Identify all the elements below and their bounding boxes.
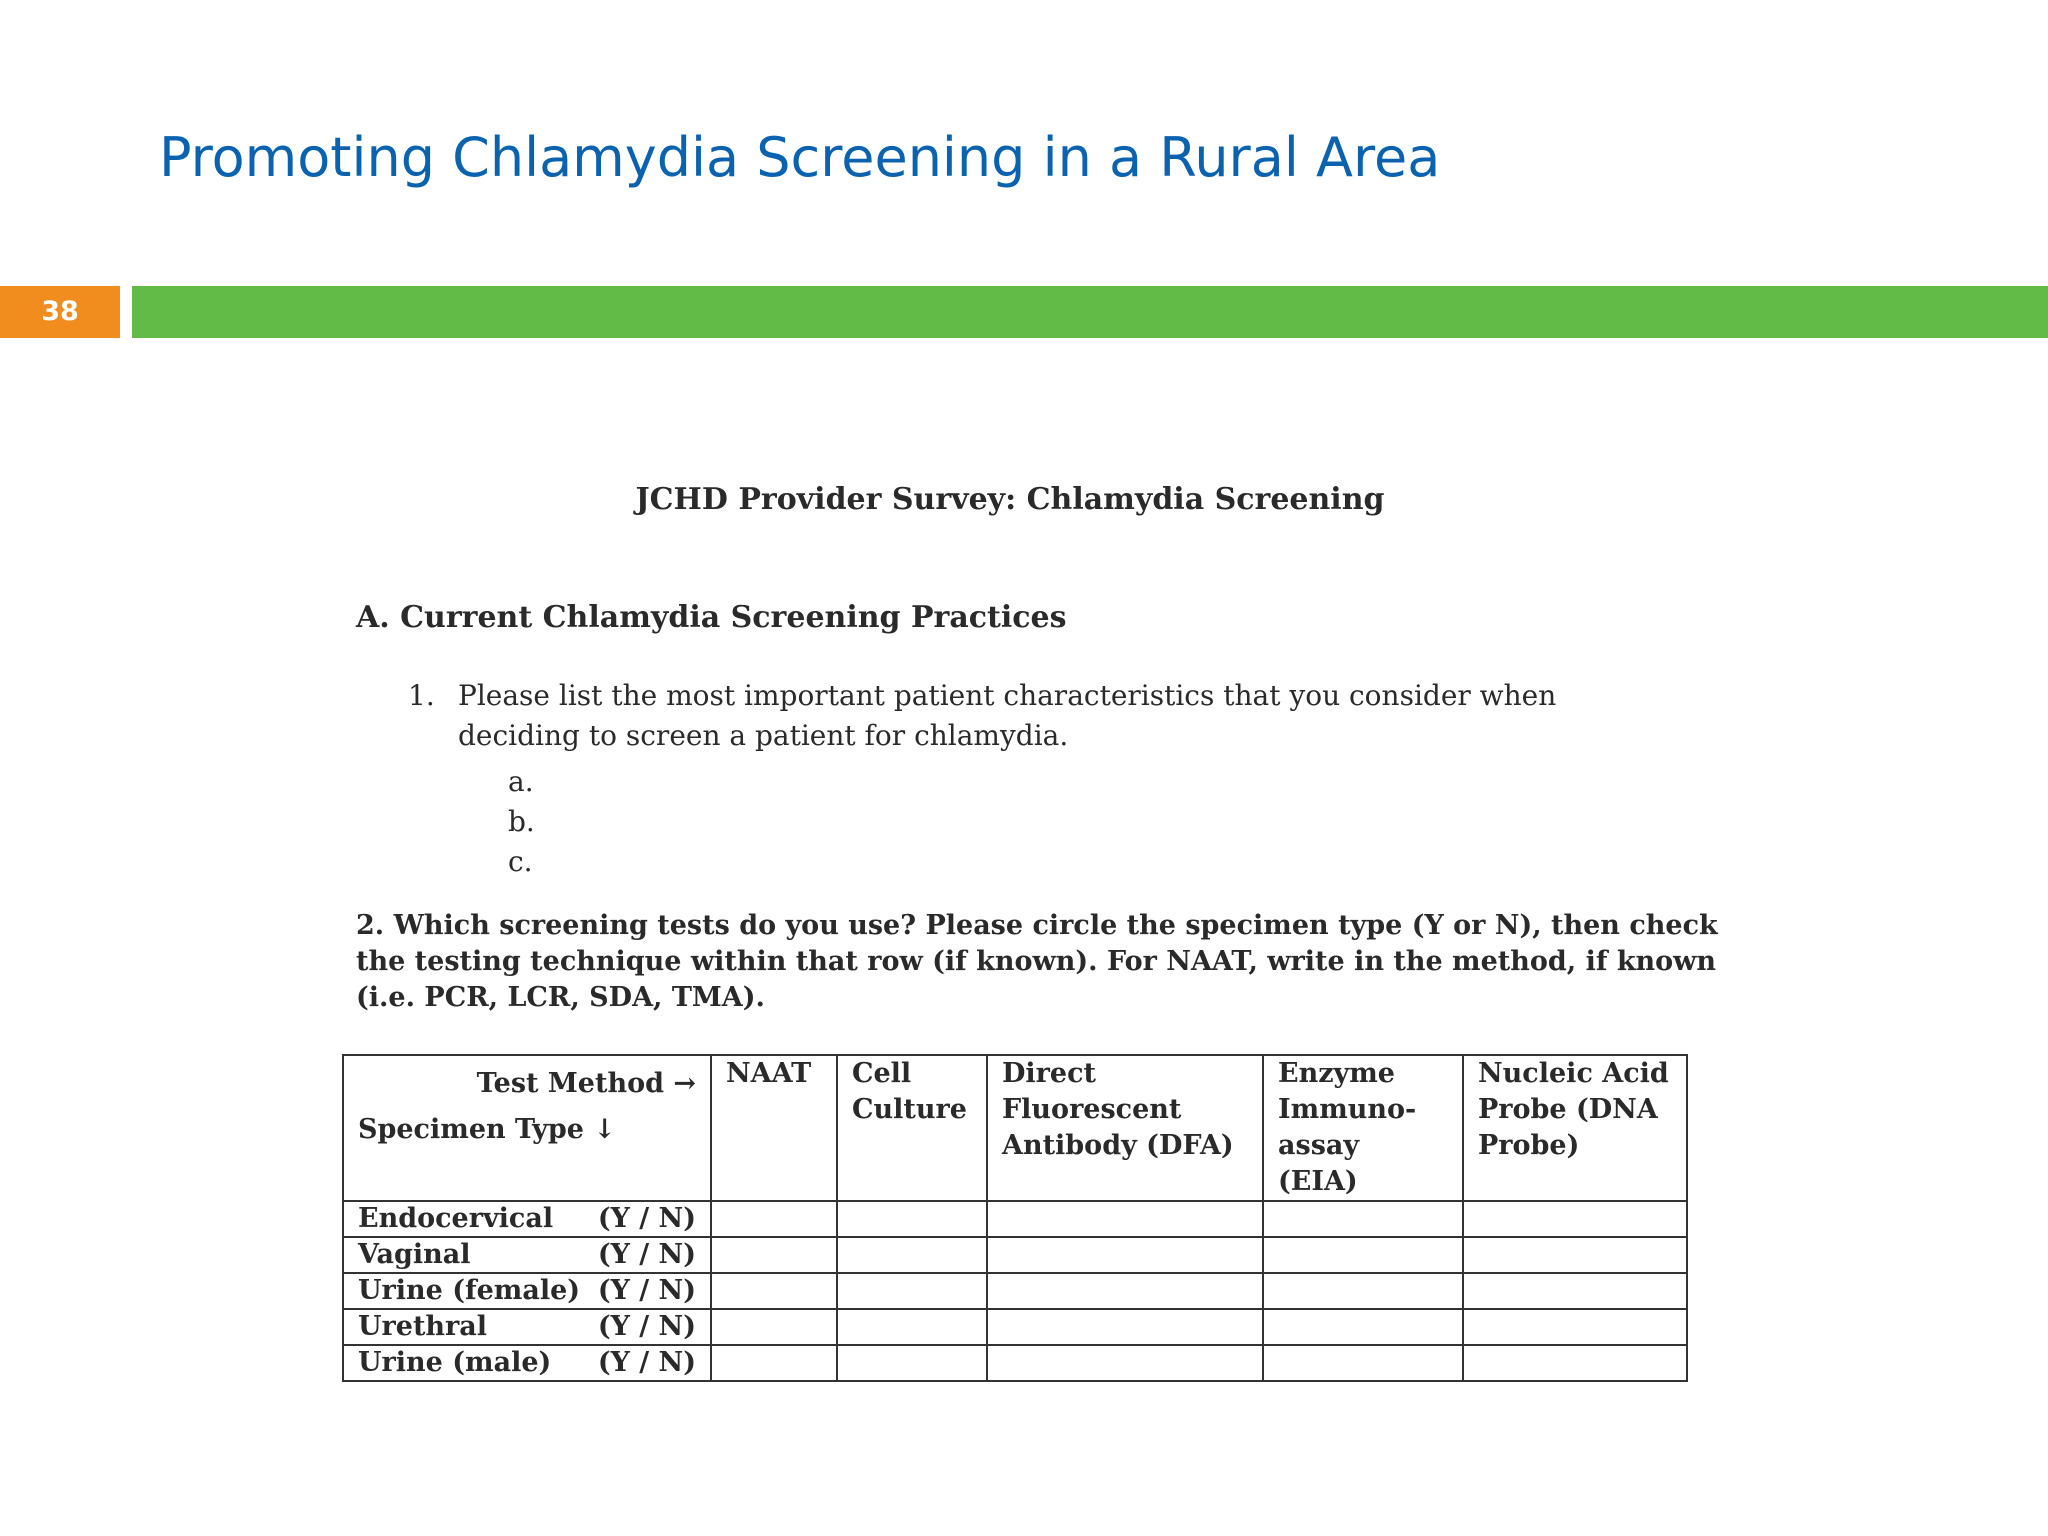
page-number-badge: 38 — [0, 286, 120, 338]
answer-cell[interactable] — [1463, 1309, 1687, 1345]
answer-item-a: a. — [508, 765, 534, 798]
answer-cell[interactable] — [711, 1237, 837, 1273]
row-header — [343, 1237, 711, 1273]
question-1-text: Please list the most important patient characteristics that you consider when deciding to screen a patient for chlamydia. — [458, 679, 1557, 752]
answer-cell[interactable] — [711, 1309, 837, 1345]
column-header-cell-culture: Cell Culture — [837, 1055, 987, 1201]
yn-choice[interactable]: (Y / N) — [597, 1239, 696, 1270]
table-row — [343, 1345, 1687, 1381]
yn-choice[interactable]: (Y / N) — [597, 1203, 696, 1234]
section-a-heading: A. Current Chlamydia Screening Practices — [356, 600, 1067, 635]
answer-item-c: c. — [508, 845, 533, 878]
slide-title: Promoting Chlamydia Screening in a Rural Area — [159, 126, 1441, 189]
answer-cell[interactable] — [837, 1273, 987, 1309]
column-header-naat: NAAT — [711, 1055, 837, 1201]
answer-cell[interactable] — [711, 1273, 837, 1309]
table-header-row — [343, 1055, 1687, 1201]
table-row — [343, 1273, 1687, 1309]
survey-title: JCHD Provider Survey: Chlamydia Screening — [635, 482, 1385, 517]
yn-choice[interactable]: (Y / N) — [597, 1275, 696, 1306]
screening-tests-table — [342, 1054, 1688, 1382]
yn-choice[interactable]: (Y / N) — [597, 1311, 696, 1342]
yn-choice[interactable]: (Y / N) — [597, 1347, 696, 1378]
answer-cell[interactable] — [1463, 1237, 1687, 1273]
answer-cell[interactable] — [837, 1345, 987, 1381]
answer-cell[interactable] — [1263, 1273, 1463, 1309]
column-header-dna-probe: Nucleic Acid Probe (DNA Probe) — [1463, 1055, 1687, 1201]
answer-cell[interactable] — [711, 1201, 837, 1237]
answer-cell[interactable] — [1463, 1273, 1687, 1309]
answer-cell[interactable] — [837, 1309, 987, 1345]
answer-cell[interactable] — [1263, 1237, 1463, 1273]
header-bar — [132, 286, 2048, 338]
answer-cell[interactable] — [987, 1201, 1263, 1237]
table-row — [343, 1309, 1687, 1345]
table-row — [343, 1201, 1687, 1237]
table-corner-cell — [343, 1055, 711, 1201]
question-1-number: 1. — [408, 679, 435, 712]
answer-cell[interactable] — [987, 1273, 1263, 1309]
row-header — [343, 1345, 711, 1381]
specimen-type-label: Specimen Type ↓ — [358, 1114, 616, 1145]
answer-cell[interactable] — [1263, 1201, 1463, 1237]
answer-cell[interactable] — [711, 1345, 837, 1381]
answer-cell[interactable] — [1263, 1345, 1463, 1381]
specimen-name: Endocervical — [358, 1203, 554, 1234]
answer-cell[interactable] — [1463, 1345, 1687, 1381]
table-row — [343, 1237, 1687, 1273]
column-header-dfa: Direct Fluorescent Antibody (DFA) — [987, 1055, 1263, 1201]
answer-cell[interactable] — [987, 1237, 1263, 1273]
row-header — [343, 1273, 711, 1309]
answer-cell[interactable] — [837, 1237, 987, 1273]
answer-item-b: b. — [508, 805, 535, 838]
answer-cell[interactable] — [1463, 1201, 1687, 1237]
question-2-text: 2. Which screening tests do you use? Please circle the specimen type (Y or N), then check the testing technique within that row (if known). For NAAT, write in the method, if known (i.e. PCR, LCR, SDA, TMA). — [356, 910, 1718, 1013]
answer-cell[interactable] — [837, 1201, 987, 1237]
specimen-name: Urine (male) — [358, 1347, 552, 1378]
row-header — [343, 1201, 711, 1237]
specimen-name: Urine (female) — [358, 1275, 581, 1306]
column-header-eia: Enzyme Immuno-assay (EIA) — [1263, 1055, 1463, 1201]
specimen-name: Vaginal — [358, 1239, 471, 1270]
answer-cell[interactable] — [987, 1309, 1263, 1345]
test-method-label: Test Method → — [476, 1068, 696, 1099]
answer-cell[interactable] — [1263, 1309, 1463, 1345]
row-header — [343, 1309, 711, 1345]
specimen-name: Urethral — [358, 1311, 488, 1342]
survey-document — [330, 384, 1870, 1384]
answer-cell[interactable] — [987, 1345, 1263, 1381]
